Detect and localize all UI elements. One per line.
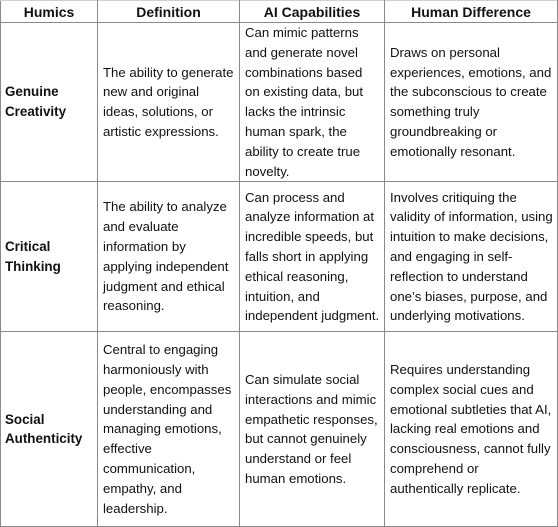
table-row <box>1 23 558 182</box>
humic-cell: Critical Thinking <box>1 182 98 332</box>
definition-cell: Central to engaging harmoniously with people, encompasses understanding and managing emotions, effective communication, empathy, and leadership. <box>98 332 240 527</box>
table-header <box>1 1 558 23</box>
header-ai-capabilities: AI Capabilities <box>240 1 385 23</box>
header-definition: Definition <box>98 1 240 23</box>
humic-cell: Genuine Creativity <box>1 23 98 182</box>
ai-capabilities-cell: Can process and analyze information at incredible speeds, but falls short in applying ethical reasoning, intuition, and independent judgment. <box>240 182 385 332</box>
human-difference-cell: Requires understanding complex social cues and emotional subtleties that AI, lacking real emotions and consciousness, cannot fully comprehend or authentically replicate. <box>385 332 558 527</box>
header-human-difference: Human Difference <box>385 1 558 23</box>
ai-capabilities-cell: Can simulate social interactions and mimic empathetic responses, but cannot genuinely understand or feel human emotions. <box>240 332 385 527</box>
table-row <box>1 332 558 527</box>
table-body <box>1 23 558 527</box>
human-difference-cell: Involves critiquing the validity of information, using intuition to make decisions, and engaging in self-reflection to understand one’s biases, purpose, and underlying motivations. <box>385 182 558 332</box>
table-row <box>1 182 558 332</box>
definition-cell: The ability to generate new and original ideas, solutions, or artistic expressions. <box>98 23 240 182</box>
ai-capabilities-cell: Can mimic patterns and generate novel combinations based on existing data, but lacks the intrinsic human spark, the ability to create true novelty. <box>240 23 385 182</box>
header-humics: Humics <box>1 1 98 23</box>
definition-cell: The ability to analyze and evaluate information by applying independent judgment and ethical reasoning. <box>98 182 240 332</box>
human-difference-cell: Draws on personal experiences, emotions, and the subconscious to create something truly groundbreaking or emotionally resonant. <box>385 23 558 182</box>
humic-cell: Social Authenticity <box>1 332 98 527</box>
header-row <box>1 1 558 23</box>
